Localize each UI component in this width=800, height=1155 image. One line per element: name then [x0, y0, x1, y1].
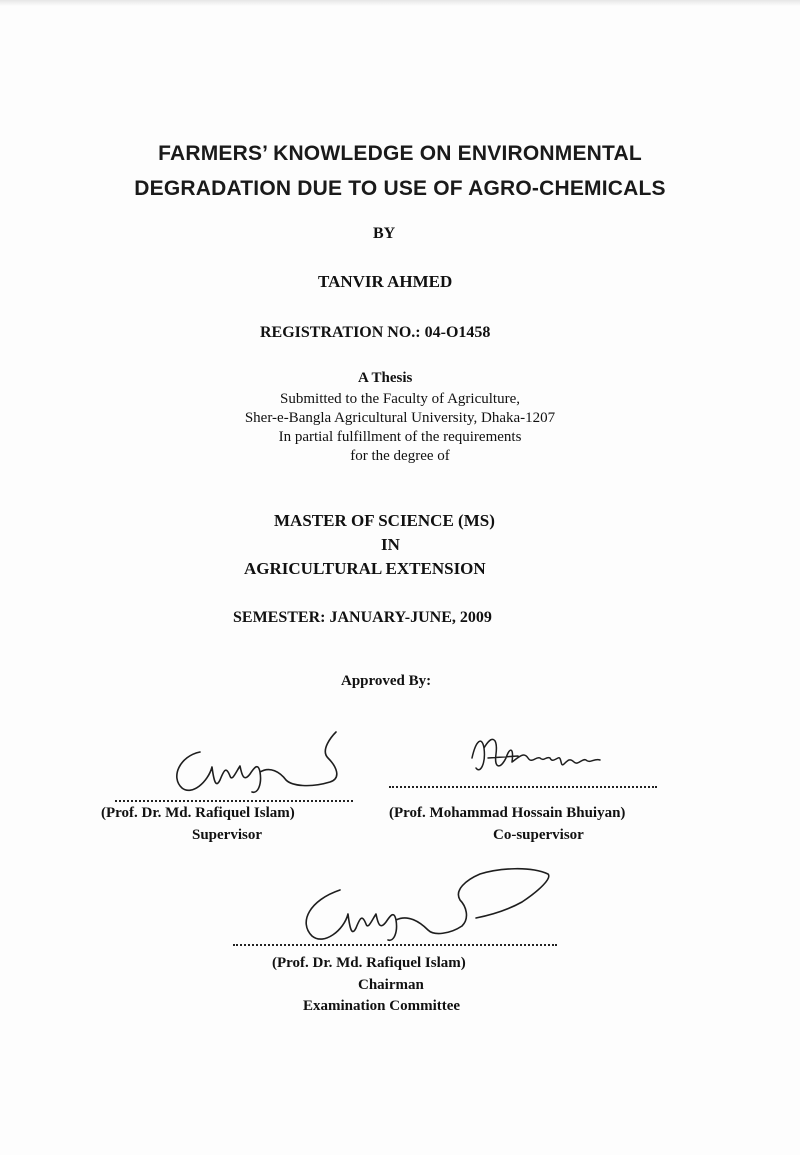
thesis-line-degree: for the degree of — [350, 448, 450, 464]
thesis-line-university: Sher-e-Bangla Agricultural University, Dhaka-1207 — [244, 410, 556, 426]
author-name: TANVIR AHMED — [318, 272, 453, 291]
title-line-2: DEGRADATION DUE TO USE OF AGRO-CHEMICALS — [134, 177, 666, 200]
co-supervisor-signature — [462, 728, 622, 784]
degree-line-1: MASTER OF SCIENCE (MS) — [274, 511, 495, 530]
chairman-name: (Prof. Dr. Md. Rafiquel Islam) — [272, 955, 466, 971]
by-label: BY — [373, 225, 396, 242]
supervisor-signature — [160, 722, 350, 802]
title-line-1: FARMERS’ KNOWLEDGE ON ENVIRONMENTAL — [158, 142, 642, 165]
degree-line-2: IN — [381, 535, 400, 554]
chairman-role: Chairman — [358, 977, 424, 993]
co-supervisor-name: (Prof. Mohammad Hossain Bhuiyan) — [389, 805, 626, 821]
supervisor-signature-line — [115, 800, 353, 802]
semester: SEMESTER: JANUARY-JUNE, 2009 — [233, 609, 492, 626]
co-supervisor-signature-line — [389, 786, 657, 788]
chairman-signature-line — [233, 944, 557, 946]
examination-committee: Examination Committee — [303, 998, 461, 1014]
registration-number: REGISTRATION NO.: 04-O1458 — [260, 324, 491, 341]
supervisor-name: (Prof. Dr. Md. Rafiquel Islam) — [101, 805, 295, 821]
chairman-signature — [290, 860, 560, 950]
thesis-line-fulfillment: In partial fulfillment of the requirements — [278, 429, 522, 445]
degree-line-3: AGRICULTURAL EXTENSION — [244, 559, 486, 578]
thesis-heading: A Thesis — [358, 370, 413, 386]
thesis-line-faculty: Submitted to the Faculty of Agriculture, — [280, 391, 520, 407]
supervisor-role: Supervisor — [192, 827, 263, 843]
scan-edge-shadow — [0, 0, 800, 6]
co-supervisor-role: Co-supervisor — [493, 827, 584, 843]
approved-by-label: Approved By: — [341, 673, 432, 689]
